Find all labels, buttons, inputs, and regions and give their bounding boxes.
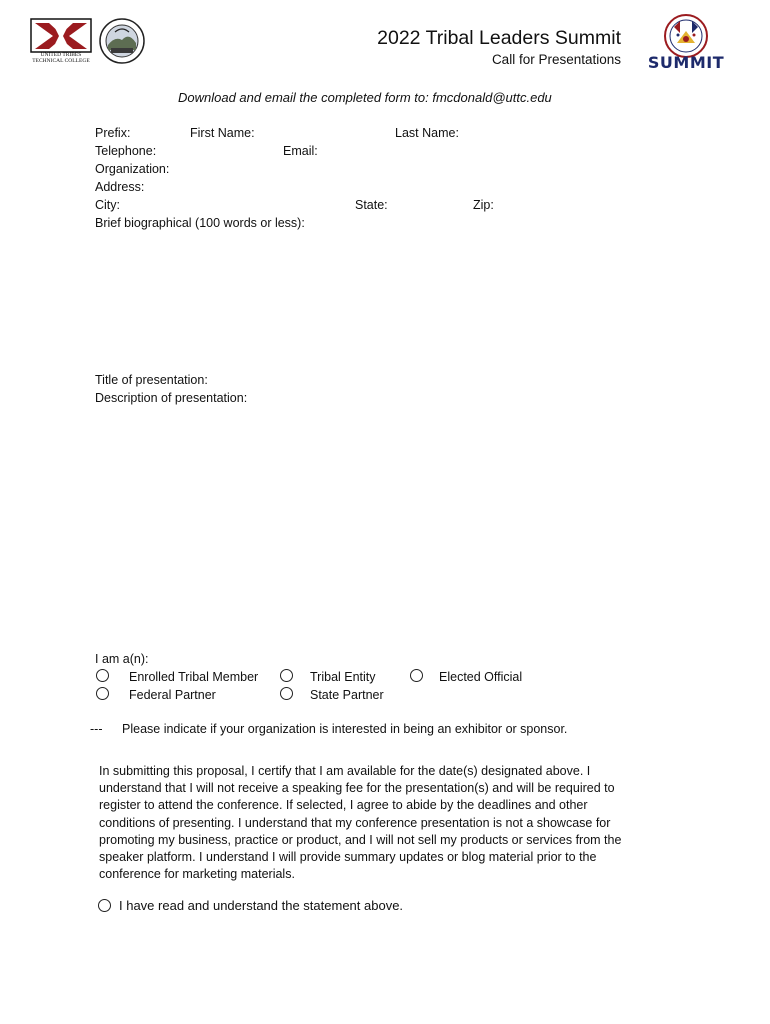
federal-partner-label: Federal Partner: [129, 688, 216, 702]
enrolled-tribal-member-label: Enrolled Tribal Member: [129, 670, 259, 684]
telephone-label: Telephone:: [95, 144, 157, 158]
presentation-title-label: Title of presentation:: [95, 373, 208, 387]
tribal-entity-radio[interactable]: [280, 669, 293, 682]
uttc-logo-line2: TECHNICAL COLLEGE: [32, 58, 90, 64]
role-label: I am a(n):: [95, 652, 149, 666]
page-title: 2022 Tribal Leaders Summit: [377, 27, 621, 49]
elected-official-label: Elected Official: [439, 670, 523, 684]
state-label: State:: [355, 198, 388, 212]
last-name-label: Last Name:: [395, 126, 459, 140]
organization-label: Organization:: [95, 162, 170, 176]
zip-label: Zip:: [473, 198, 494, 212]
enrolled-tribal-member-radio[interactable]: [96, 669, 109, 682]
acknowledge-radio[interactable]: [98, 899, 111, 912]
elected-official-radio[interactable]: [410, 669, 423, 682]
city-label: City:: [95, 198, 120, 212]
state-partner-label: State Partner: [310, 688, 384, 702]
exhibitor-marker[interactable]: ---: [90, 722, 103, 736]
federal-partner-radio[interactable]: [96, 687, 109, 700]
summit-logo: [647, 13, 725, 73]
bio-label: Brief biographical (100 words or less):: [95, 216, 305, 230]
uttc-logo: [29, 18, 93, 66]
uttc-logo-line1: UNITED TRIBES: [40, 52, 82, 58]
summit-logo-text: SUMMIT: [647, 53, 725, 72]
exhibitor-sponsor-text: Please indicate if your organization is interested in being an exhibitor or sponsor.: [122, 722, 568, 736]
tribal-entity-label: Tribal Entity: [310, 670, 376, 684]
address-label: Address:: [95, 180, 145, 194]
prefix-label: Prefix:: [95, 126, 131, 140]
certification-statement: [99, 763, 624, 883]
certification-statement-text: In submitting this proposal, I certify that I am available for the date(s) designated above. I understand that I will not receive a speaking fee for the presentation(s) and will be required to register to attend the conference. If selected, I agree to abide by the deadlines and other conditions of presenting. I understand that my conference presentation is not a showcase for promoting my business, practice or product, and I will not sell my products or services from the speaker platform. I understand I will provide summary updates or blog material prior to the conference for marketing materials.: [99, 764, 622, 882]
state-partner-radio[interactable]: [280, 687, 293, 700]
email-label: Email:: [283, 144, 318, 158]
tribal-seal-logo: [99, 18, 145, 64]
submission-instruction: Download and email the completed form to: fmcdonald@uttc.edu: [178, 90, 552, 105]
page-subtitle: Call for Presentations: [491, 52, 621, 67]
first-name-label: First Name:: [190, 126, 255, 140]
acknowledge-label: I have read and understand the statement above.: [119, 898, 404, 913]
presentation-description-label: Description of presentation:: [95, 391, 248, 405]
